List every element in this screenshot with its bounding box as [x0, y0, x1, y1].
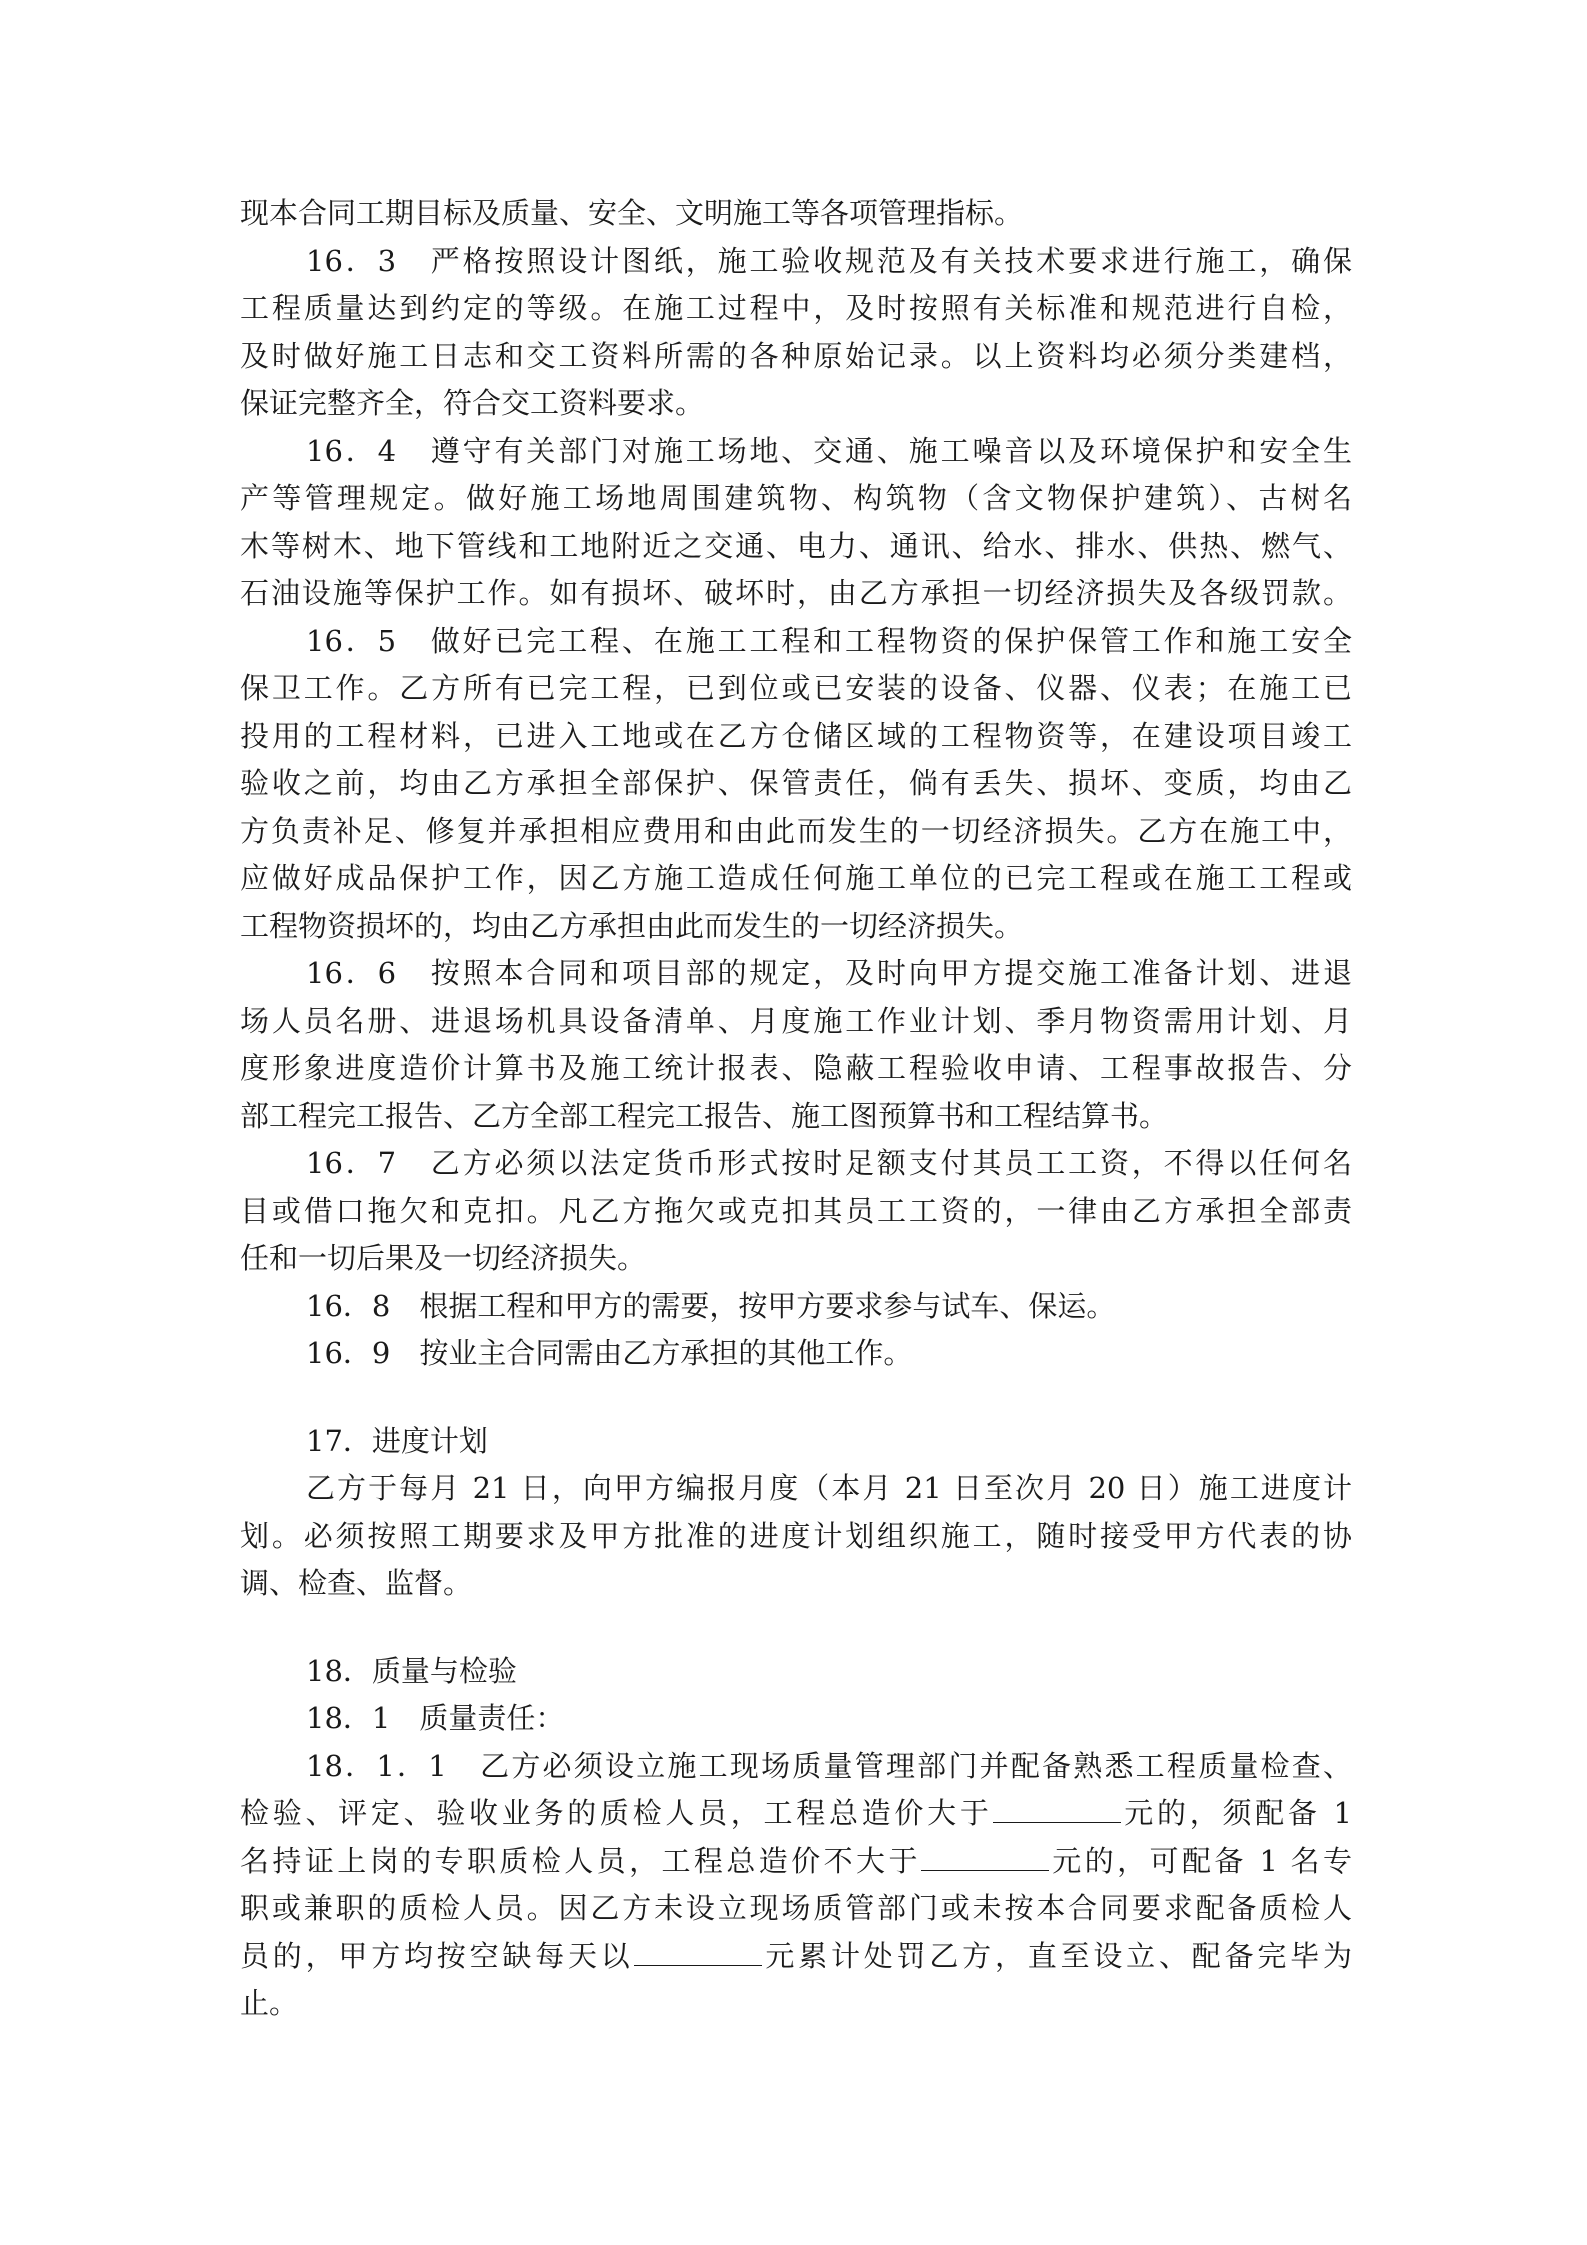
text-segment: 员的，甲方均按空缺每天以	[240, 1938, 634, 1973]
text-line: 保卫工作。乙方所有已完工程，已到位或已安装的设备、仪器、仪表；在施工已	[240, 671, 1352, 705]
clause-16-7-line: 16．7 乙方必须以法定货币形式按时足额支付其员工工资，不得以任何名	[306, 1146, 1352, 1180]
text-line: 及时做好施工日志和交工资料所需的各种原始记录。以上资料均必须分类建档，	[240, 338, 1352, 373]
text-line: 目或借口拖欠和克扣。凡乙方拖欠或克扣其员工工资的，一律由乙方承担全部责	[240, 1193, 1352, 1228]
text-line: 产等管理规定。做好施工场地周围建筑物、构筑物（含文物保护建筑）、古树名	[240, 481, 1352, 515]
contract-body-text	[240, 190, 1352, 2028]
text-line: 应做好成品保护工作，因乙方施工造成任何施工单位的已完工程或在施工工程或	[240, 861, 1352, 895]
clause-16-5-line: 16．5 做好已完工程、在施工工程和工程物资的保护保管工作和施工安全	[306, 623, 1352, 658]
clause-16-6-line: 16．6 按照本合同和项目部的规定，及时向甲方提交施工准备计划、进退	[306, 956, 1352, 990]
clause-16-9-line: 16．9 按业主合同需由乙方承担的其他工作。	[306, 1336, 913, 1370]
text-line: 保证完整齐全，符合交工资料要求。	[240, 386, 705, 420]
text-line	[240, 1790, 1352, 1838]
paragraph-gap	[240, 1378, 1352, 1418]
text-line: 调、检查、监督。	[240, 1566, 473, 1600]
text-line: 部工程完工报告、乙方全部工程完工报告、施工图预算书和工程结算书。	[240, 1098, 1169, 1133]
text-line	[240, 1933, 1352, 1981]
text-segment: 元的，可配备 1 名专	[1048, 1843, 1352, 1878]
text-segment: 元的，须配备 1	[1120, 1796, 1352, 1830]
text-line: 止。	[240, 1986, 299, 2020]
text-line	[240, 1838, 1352, 1886]
text-segment: 检验、评定、验收业务的质检人员，工程总造价大于	[240, 1796, 993, 1830]
clause-18-1-1-line: 18．1．1 乙方必须设立施工现场质量管理部门并配备熟悉工程质量检查、	[306, 1748, 1352, 1783]
text-line: 工程物资损坏的，均由乙方承担由此而发生的一切经济损失。	[240, 908, 1024, 943]
section-heading-18: 18．质量与检验	[306, 1653, 517, 1688]
text-line: 方负责补足、修复并承担相应费用和由此而发生的一切经济损失。乙方在施工中，	[240, 813, 1352, 848]
text-line: 职或兼职的质检人员。因乙方未设立现场质管部门或未按本合同要求配备质检人	[240, 1891, 1352, 1925]
fill-in-blank[interactable]	[921, 1842, 1049, 1871]
text-line: 任和一切后果及一切经济损失。	[240, 1241, 647, 1275]
fill-in-blank[interactable]	[634, 1937, 762, 1966]
section-heading-17: 17．进度计划	[306, 1423, 488, 1458]
text-line: 工程质量达到约定的等级。在施工过程中，及时按照有关标准和规范进行自检，	[240, 291, 1352, 325]
clause-16-8-line: 16．8 根据工程和甲方的需要，按甲方要求参与试车、保运。	[306, 1288, 1116, 1323]
text-line: 划。必须按照工期要求及甲方批准的进度计划组织施工，随时接受甲方代表的协	[240, 1518, 1352, 1553]
text-line: 木等树木、地下管线和工地附近之交通、电力、通讯、给水、排水、供热、燃气、	[240, 528, 1352, 563]
text-line: 度形象进度造价计算书及施工统计报表、隐蔽工程验收申请、工程事故报告、分	[240, 1051, 1352, 1085]
text-line: 现本合同工期目标及质量、安全、文明施工等各项管理指标。	[240, 196, 1024, 230]
fill-in-blank[interactable]	[993, 1794, 1121, 1823]
text-segment: 名持证上岗的专职质检人员，工程总造价不大于	[240, 1843, 921, 1878]
text-line: 场人员名册、进退场机具设备清单、月度施工作业计划、季月物资需用计划、月	[240, 1003, 1352, 1038]
text-line: 石油设施等保护工作。如有损坏、破坏时，由乙方承担一切经济损失及各级罚款。	[240, 576, 1352, 610]
text-line: 验收之前，均由乙方承担全部保护、保管责任，倘有丢失、损坏、变质，均由乙	[240, 766, 1352, 800]
text-line: 乙方于每月 21 日，向甲方编报月度（本月 21 日至次月 20 日）施工进度计	[306, 1471, 1352, 1505]
clause-16-3-line: 16．3 严格按照设计图纸，施工验收规范及有关技术要求进行施工，确保	[306, 243, 1352, 278]
text-line: 投用的工程材料，已进入工地或在乙方仓储区域的工程物资等，在建设项目竣工	[240, 718, 1352, 753]
clause-18-1-line: 18．1 质量责任：	[306, 1701, 565, 1735]
paragraph-gap	[240, 1608, 1352, 1648]
text-segment: 元累计处罚乙方，直至设立、配备完毕为	[761, 1938, 1352, 1973]
clause-16-4-line: 16．4 遵守有关部门对施工场地、交通、施工噪音以及环境保护和安全生	[306, 433, 1352, 468]
